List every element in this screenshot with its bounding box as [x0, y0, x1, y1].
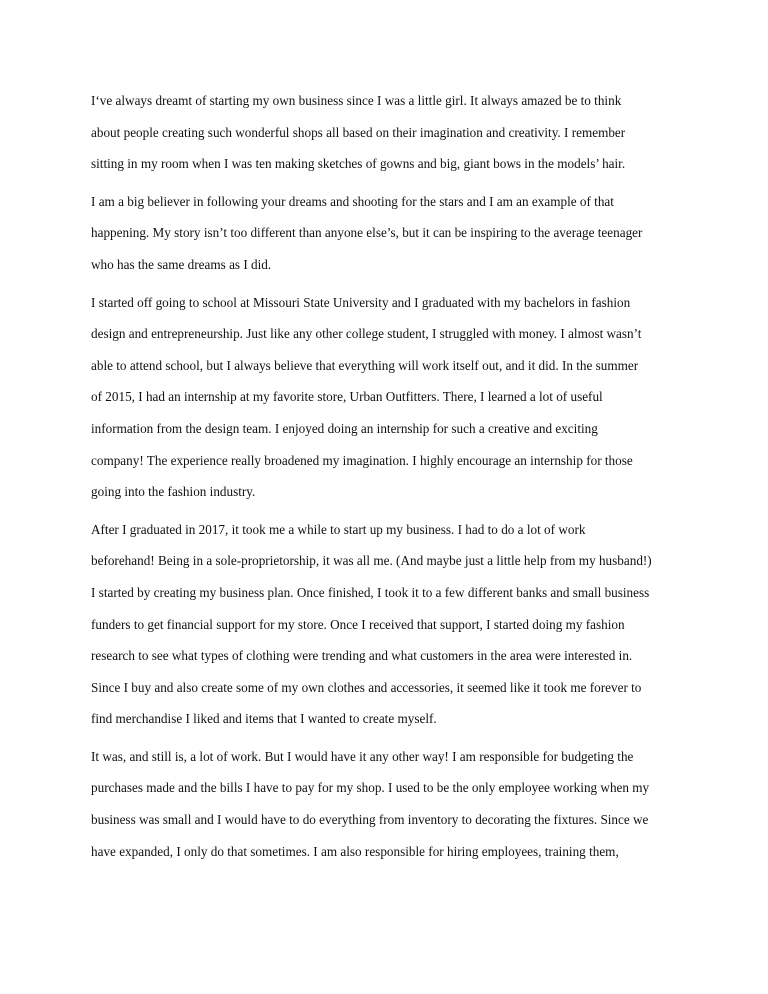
text-line: It was, and still is, a lot of work. But I would have it any other way! I am responsible for budgeting the [91, 748, 634, 764]
text-line: about people creating such wonderful shops all based on their imagination and creativity. I remember [91, 124, 626, 140]
paragraph-3 [91, 290, 691, 511]
text-line: company! The experience really broadened my imagination. I highly encourage an internship for those [91, 452, 633, 468]
text-line: Since I buy and also create some of my own clothes and accessories, it seemed like it took me forever to [91, 679, 642, 695]
text-line: I am a big believer in following your dreams and shooting for the stars and I am an example of that [91, 193, 614, 209]
text-line: have expanded, I only do that sometimes. I am also responsible for hiring employees, training them, [91, 843, 619, 859]
text-line: After I graduated in 2017, it took me a while to start up my business. I had to do a lot of work [91, 521, 586, 537]
text-line: find merchandise I liked and items that I wanted to create myself. [91, 711, 437, 727]
text-line: design and entrepreneurship. Just like any other college student, I struggled with money. I almost wasn’t [91, 326, 642, 342]
paragraph-4 [91, 517, 691, 738]
text-line: sitting in my room when I was ten making sketches of gowns and big, giant bows in the models’ hair. [91, 156, 626, 172]
text-line: able to attend school, but I always believe that everything will work itself out, and it did. In the summer [91, 357, 639, 373]
text-line: I started off going to school at Missouri State University and I graduated with my bachelors in fashion [91, 294, 631, 310]
paragraph-2 [91, 189, 691, 284]
text-line: beforehand! Being in a sole-proprietorship, it was all me. (And maybe just a little help from my husband!) [91, 553, 652, 569]
text-line: I‘ve always dreamt of starting my own business since I was a little girl. It always amazed be to think [91, 93, 622, 108]
text-line: of 2015, I had an internship at my favorite store, Urban Outfitters. There, I learned a lot of useful [91, 389, 603, 405]
text-line: happening. My story isn’t too different than anyone else’s, but it can be inspiring to the average teenager [91, 225, 643, 241]
text-line: information from the design team. I enjoyed doing an internship for such a creative and exciting [91, 420, 598, 436]
text-line: who has the same dreams as I did. [91, 256, 272, 272]
text-line: going into the fashion industry. [91, 484, 256, 500]
paragraph-5 [91, 744, 691, 870]
paragraph-1 [91, 88, 691, 183]
text-line: funders to get financial support for my store. Once I received that support, I started doing my fashion [91, 616, 625, 632]
text-line: business was small and I would have to do everything from inventory to decorating the fixtures. Since we [91, 812, 649, 828]
text-line: research to see what types of clothing were trending and what customers in the area were interested in. [91, 648, 633, 664]
text-line: I started by creating my business plan. Once finished, I took it to a few different banks and small business [91, 584, 650, 600]
text-line: purchases made and the bills I have to pay for my shop. I used to be the only employee working when my [91, 780, 650, 796]
document-body [91, 88, 691, 876]
